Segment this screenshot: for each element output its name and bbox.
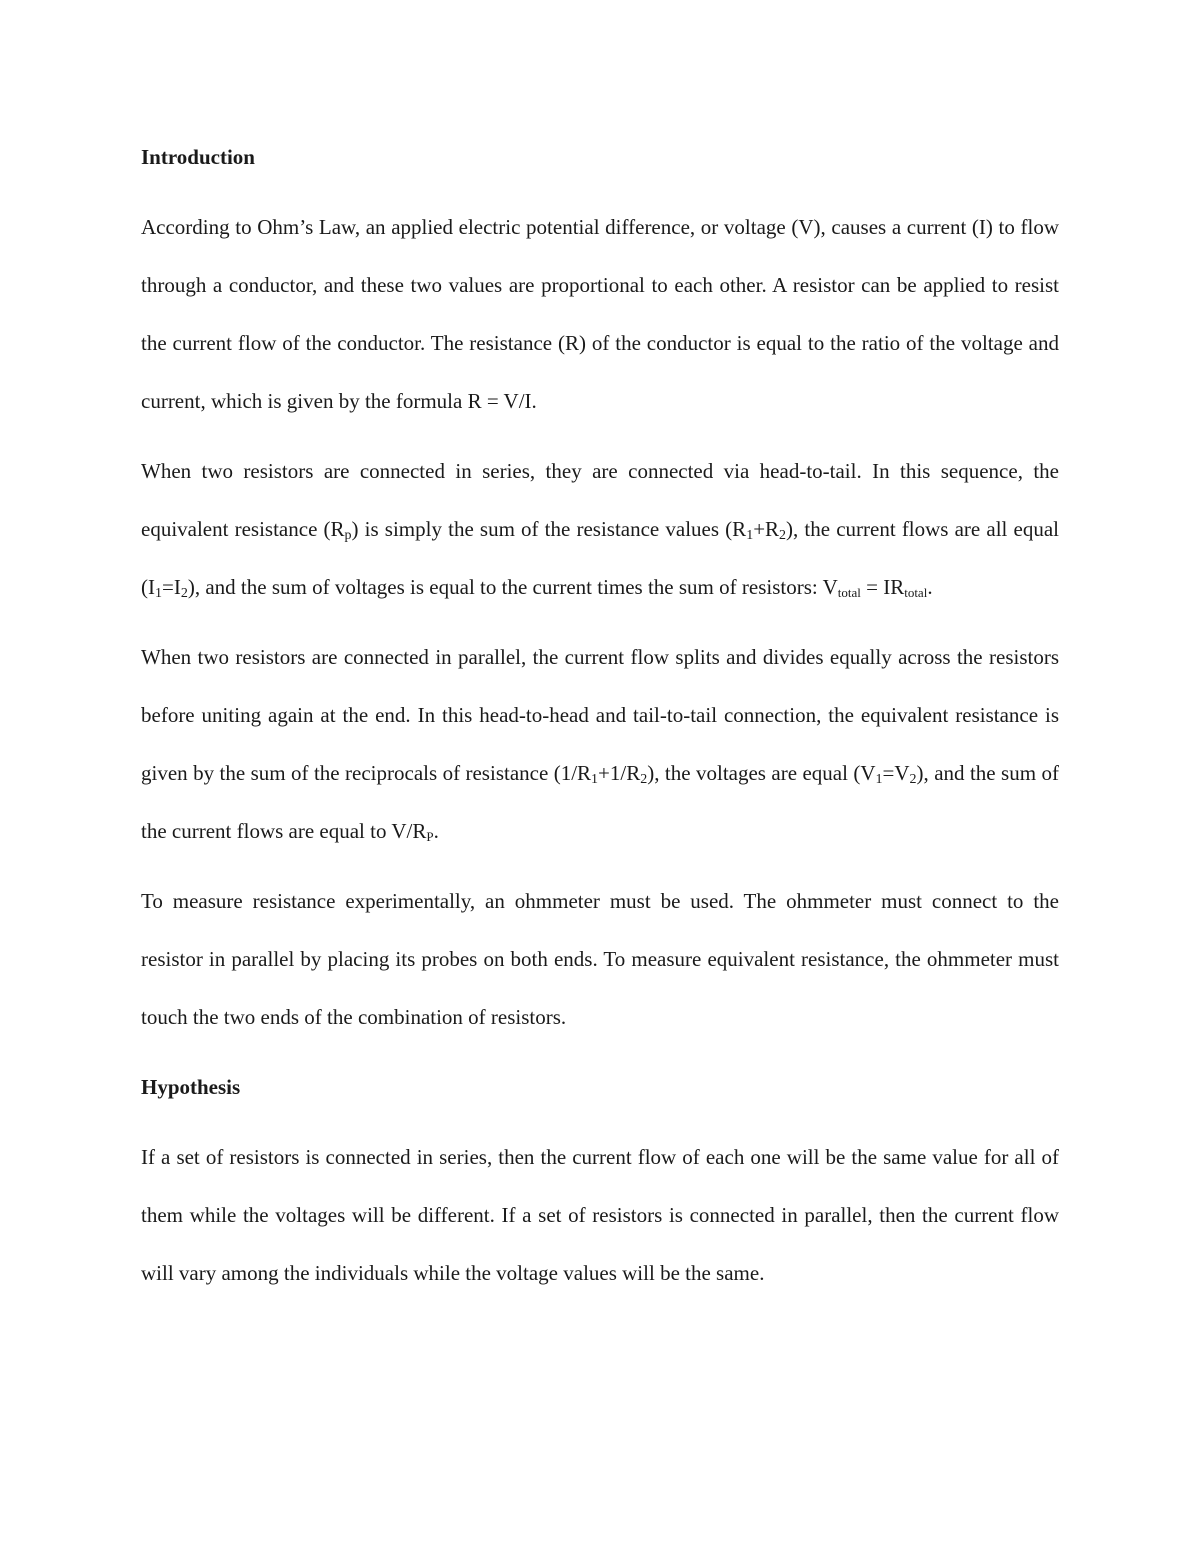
text-run: =I [162, 575, 181, 599]
text-run: ), the voltages are equal (V [647, 761, 876, 785]
introduction-paragraph-4: To measure resistance experimentally, an ohmmeter must be used. The ohmmeter must connect to the resistor in parallel by placing its probes on both ends. To measure equivalent resistance, the ohmmeter must touch the two ends of the combination of resistors. [141, 889, 1059, 1029]
introduction-paragraph-3 [141, 628, 1059, 860]
text-run: +R [753, 517, 780, 541]
spacer [141, 430, 1059, 442]
spacer [141, 1116, 1059, 1128]
text-run: . [927, 575, 933, 599]
subscript: 2 [180, 586, 188, 601]
text-run: . [433, 819, 439, 843]
introduction-paragraph-2 [141, 442, 1059, 616]
spacer [141, 1046, 1059, 1058]
text-run: =V [882, 761, 910, 785]
subscript: total [904, 585, 928, 600]
text-run: When two resistors are connected in parallel, the current flow splits and divides equally across the resistors before uniting again at the end. In this head-to-head and tail-to-tail connection, the equivalent resistance is given by the sum of the reciprocals of resistance (1/R [141, 645, 1059, 785]
document-page [141, 128, 1059, 1302]
subscript: 1 [746, 528, 754, 543]
text-run: = IR [860, 575, 905, 599]
text-run: ), and the sum of voltages is equal to the current times the sum of resistors: V [187, 575, 838, 599]
subscript: 2 [909, 772, 917, 787]
subscript: 1 [591, 772, 599, 787]
subscript: P [426, 829, 434, 844]
hypothesis-paragraph-1: If a set of resistors is connected in series, then the current flow of each one will be the same value for all of them while the voltages will be different. If a set of resistors is connected in parallel, then the current flow will vary among the individuals while the voltage values will be the same. [141, 1145, 1059, 1285]
subscript: 1 [155, 586, 162, 601]
spacer [141, 860, 1059, 872]
introduction-paragraph-1: According to Ohm’s Law, an applied electric potential difference, or voltage (V), causes a current (I) to flow through a conductor, and these two values are proportional to each other. A resistor can be applied to resist the current flow of the conductor. The resistance (R) of the conductor is equal to the ratio of the voltage and current, which is given by the formula R = V/I. [141, 215, 1059, 413]
text-run: ), the current flows are all equal (I [141, 517, 1059, 599]
text-run: ), and the sum of the current flows are equal to V/R [141, 761, 1059, 843]
spacer [141, 186, 1059, 198]
text-run: When two resistors are connected in series, they are connected via head-to-tail. In this sequence, the equivalent resistance (R [141, 459, 1059, 541]
hypothesis-heading: Hypothesis [141, 1075, 241, 1099]
spacer [141, 616, 1059, 628]
subscript: total [837, 585, 861, 600]
subscript: 2 [640, 772, 648, 787]
subscript: p [344, 528, 352, 543]
subscript: 2 [779, 528, 787, 543]
text-run: +1/R [598, 761, 641, 785]
text-run: ) is simply the sum of the resistance values (R [351, 517, 747, 541]
introduction-heading: Introduction [141, 145, 255, 169]
subscript: 1 [875, 772, 883, 787]
